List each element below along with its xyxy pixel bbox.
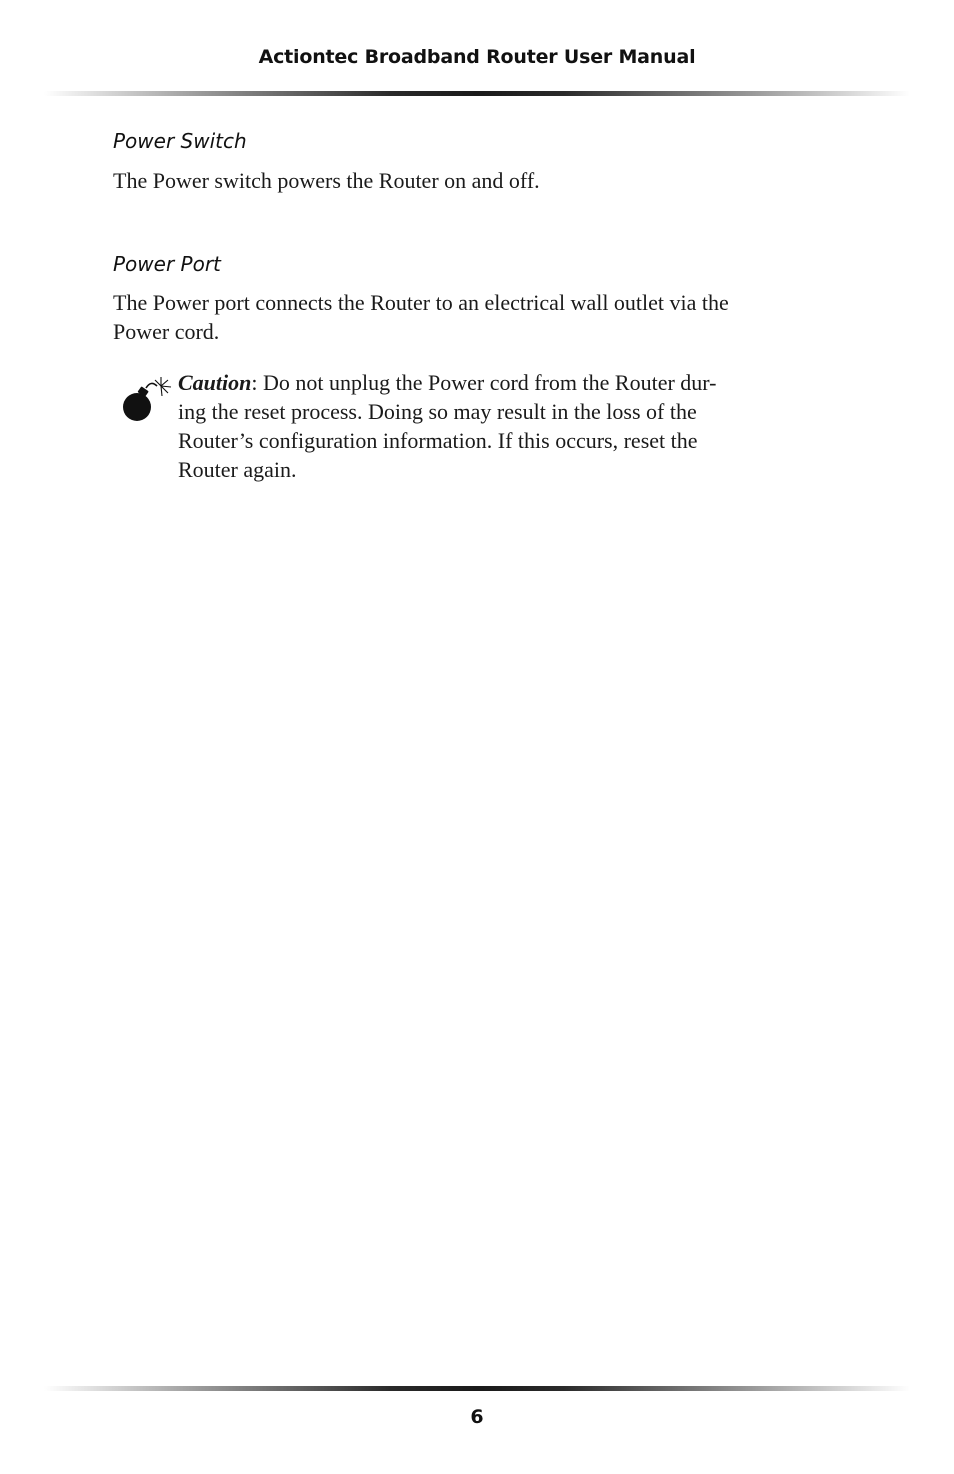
caution-line-1-rest: : Do not unplug the Power cord from the Router dur- <box>251 370 717 395</box>
page-number: 6 <box>470 1406 484 1428</box>
caution-line-2: ing the reset process. Doing so may result in the loss of the <box>178 399 697 424</box>
caution-line-3: Router’s configuration information. If this occurs, reset the <box>178 428 698 453</box>
bomb-icon <box>117 374 177 424</box>
power-port-line-2: Power cord. <box>113 319 220 344</box>
section-body-power-switch: The Power switch powers the Router on and off. <box>113 168 540 193</box>
section-heading-power-port: Power Port <box>113 252 221 276</box>
header-divider <box>44 91 910 96</box>
caution-line-4: Router again. <box>178 457 297 482</box>
caution-text <box>178 368 773 484</box>
caution-label: Caution <box>178 370 252 395</box>
power-port-line-1: The Power port connects the Router to an electrical wall outlet via the <box>113 290 729 315</box>
section-heading-power-switch: Power Switch <box>113 129 247 153</box>
page-header-title: Actiontec Broadband Router User Manual <box>258 46 696 68</box>
section-body-power-port <box>113 288 773 346</box>
footer-divider <box>44 1386 910 1391</box>
caution-line-1 <box>178 368 773 397</box>
